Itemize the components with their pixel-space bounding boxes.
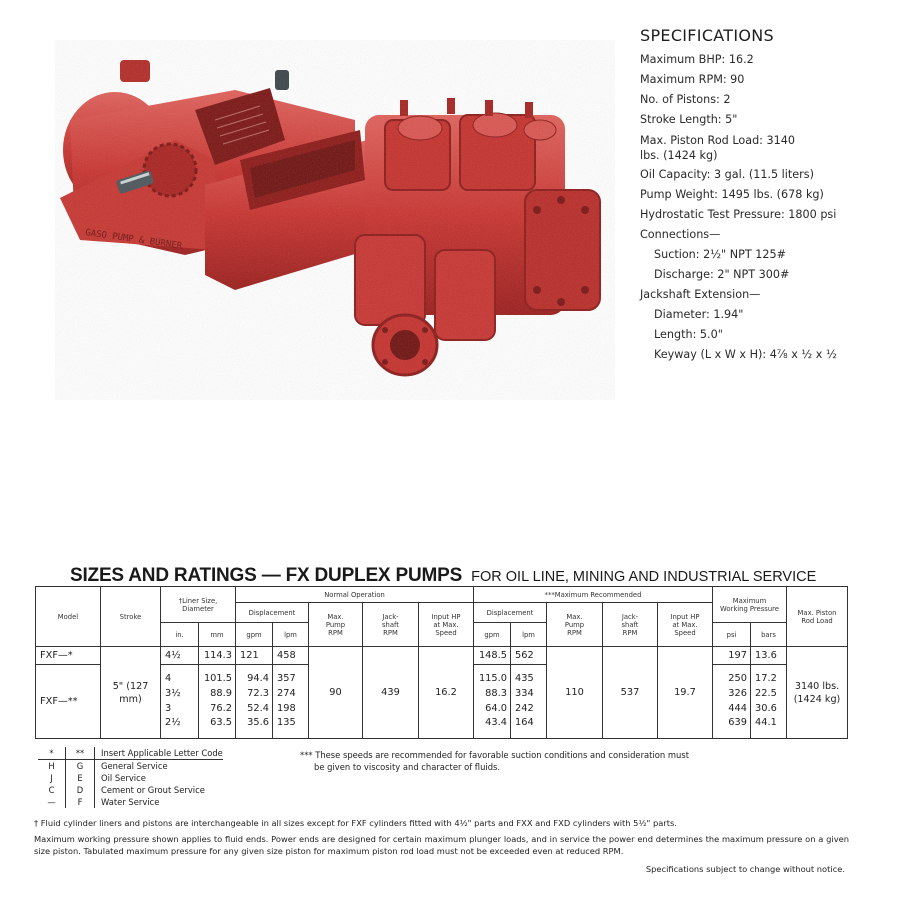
normal-lpm-value: 357: [277, 673, 296, 685]
letter-code-legend: [38, 747, 223, 808]
speeds-footnote: [300, 749, 720, 773]
table-title-main: SIZES AND RATINGS — FX DUPLEX PUMPS: [70, 565, 463, 586]
header-normal-lpm: lpm: [273, 623, 309, 647]
legend-code-double: G: [66, 760, 95, 773]
normal-lpm-cell: 458: [273, 647, 309, 665]
legend-row: [38, 796, 223, 808]
header-max-displacement: Displacement: [474, 603, 547, 623]
normal-lpm-value: 198: [277, 702, 296, 714]
disclaimer: Specifications subject to change without notice.: [645, 864, 845, 874]
header-bars: bars: [751, 623, 787, 647]
spec-num-pistons: No. of Pistons: 2: [640, 93, 731, 106]
sizes-ratings-table: [35, 586, 848, 739]
header-max-recommended: ***Maximum Recommended: [474, 587, 713, 603]
liner-mm-cell: 114.3: [199, 647, 236, 665]
table-title: [70, 565, 816, 587]
header-max-lpm: lpm: [511, 623, 547, 647]
max-jackshaft-rpm-cell: 537: [603, 647, 658, 739]
pressure-footnote: Maximum working pressure shown applies to fluid ends. Power ends are designed for certain maximum plunger loads, and in service the power end determines the maximum pressure on a given size piston. Tabulated maximum pressure for any given size piston for maximum piston rod load must not be exceeded even at reduced RPM.: [34, 834, 849, 856]
spec-suction: Suction: 2½" NPT 125#: [654, 248, 786, 261]
legend-code-double: F: [66, 796, 95, 808]
liner-in-stack: [161, 665, 199, 739]
normal-gpm-value: 35.6: [247, 717, 269, 729]
speeds-note-line1: *** These speeds are recommended for favorable suction conditions and consideration must: [300, 750, 689, 760]
bars-value: 30.6: [755, 702, 777, 714]
header-normal-gpm: gpm: [236, 623, 273, 647]
legend-code-double: D: [66, 784, 95, 796]
normal-gpm-stack: [236, 665, 273, 739]
legend-service: Oil Service: [101, 773, 146, 783]
legend-header-double: **: [66, 747, 95, 760]
legend-service: Water Service: [101, 797, 160, 807]
header-stroke: Stroke: [101, 587, 161, 647]
legend-code-single: —: [47, 797, 56, 807]
psi-value: 250: [728, 673, 747, 685]
header-normal-displacement: Displacement: [236, 603, 309, 623]
bars-stack: [751, 665, 787, 739]
header-max-input-hp: Input HP at Max. Speed: [658, 603, 713, 647]
normal-lpm-stack: [273, 665, 309, 739]
spec-jackshaft-diameter: Diameter: 1.94": [654, 308, 744, 321]
legend-header-label: Insert Applicable Letter Code: [95, 747, 223, 760]
liner-footnote: † Fluid cylinder liners and pistons are interchangeable in all sizes except for FXF cylinders fitted with 4½" parts and FXX and FXD cylinders with 5½" parts.: [34, 818, 677, 828]
legend-row: [38, 784, 223, 796]
header-liner: †Liner Size, Diameter: [161, 587, 236, 623]
normal-lpm-value: 274: [277, 687, 296, 699]
max-lpm-value: 242: [515, 702, 534, 714]
legend-code-single: C: [48, 785, 55, 795]
header-liner-in: in.: [161, 623, 199, 647]
normal-input-hp-cell: 16.2: [419, 647, 474, 739]
normal-pump-rpm-cell: 90: [309, 647, 363, 739]
legend-header-single: *: [38, 747, 66, 760]
liner-in-cell: 4½: [161, 647, 199, 665]
normal-lpm-value: 135: [277, 717, 296, 729]
rod-load-cell: [787, 647, 848, 739]
liner-in-value: 4: [165, 673, 172, 685]
max-lpm-value: 164: [515, 717, 534, 729]
spec-keyway: Keyway (L x W x H): 4⅞ x ½ x ½: [654, 348, 837, 361]
spec-max-rpm: Maximum RPM: 90: [640, 73, 745, 86]
legend-service: General Service: [101, 761, 168, 771]
max-input-hp-cell: 19.7: [658, 647, 713, 739]
stroke-value: 5" (127 mm): [112, 680, 149, 705]
liner-mm-value: 101.5: [203, 673, 232, 685]
spec-discharge: Discharge: 2" NPT 300#: [654, 268, 790, 281]
liner-mm-value: 88.9: [210, 687, 232, 699]
header-max-working-pressure: Maximum Working Pressure: [713, 587, 787, 623]
max-gpm-stack: [474, 665, 511, 739]
bars-value: 22.5: [755, 687, 777, 699]
psi-value: 639: [728, 717, 747, 729]
bars-cell: 13.6: [751, 647, 787, 665]
psi-value: 326: [728, 687, 747, 699]
header-normal-input-hp: Input HP at Max. Speed: [419, 603, 474, 647]
spec-max-rod-load: Max. Piston Rod Load: 3140 lbs. (1424 kg): [640, 134, 795, 162]
spec-oil-capacity: Oil Capacity: 3 gal. (11.5 liters): [640, 168, 814, 181]
legend-row: [38, 760, 223, 773]
spec-stroke-length: Stroke Length: 5": [640, 113, 738, 126]
max-gpm-value: 64.0: [485, 702, 507, 714]
header-psi: psi: [713, 623, 751, 647]
max-lpm-value: 435: [515, 673, 534, 685]
legend-code-single: H: [48, 761, 55, 771]
max-lpm-stack: [511, 665, 547, 739]
psi-value: 444: [728, 702, 747, 714]
header-rod-load: Max. Piston Rod Load: [787, 587, 848, 647]
liner-mm-value: 76.2: [210, 702, 232, 714]
header-model: Model: [36, 587, 101, 647]
model-cell: FXF—*: [36, 647, 101, 665]
spec-jackshaft-heading: Jackshaft Extension—: [640, 288, 761, 301]
spec-hydrostatic-test: Hydrostatic Test Pressure: 1800 psi: [640, 208, 837, 221]
normal-gpm-cell: 121: [236, 647, 273, 665]
header-normal-operation: Normal Operation: [236, 587, 474, 603]
specifications-title: SPECIFICATIONS: [640, 26, 775, 45]
table-row: [36, 647, 848, 665]
max-lpm-cell: 562: [511, 647, 547, 665]
normal-jackshaft-rpm-cell: 439: [363, 647, 419, 739]
legend-code-double: E: [66, 772, 95, 784]
specifications-panel: [640, 25, 890, 365]
model-cell: FXF—**: [36, 665, 101, 739]
normal-gpm-value: 72.3: [247, 687, 269, 699]
liner-mm-value: 63.5: [210, 717, 232, 729]
normal-gpm-value: 94.4: [247, 673, 269, 685]
header-liner-mm: mm: [199, 623, 236, 647]
spec-connections-heading: Connections—: [640, 228, 721, 241]
legend-code-single: J: [50, 773, 53, 783]
legend-row: [38, 772, 223, 784]
header-max-jackshaft-rpm: Jack-shaft RPM: [603, 603, 658, 647]
liner-in-value: 3: [165, 702, 172, 714]
max-gpm-value: 88.3: [485, 687, 507, 699]
psi-stack: [713, 665, 751, 739]
bars-value: 44.1: [755, 717, 777, 729]
max-gpm-value: 43.4: [485, 717, 507, 729]
pump-illustration: [55, 40, 615, 400]
normal-gpm-value: 52.4: [247, 702, 269, 714]
speeds-note-line2: be given to viscosity and character of fluids.: [314, 762, 501, 772]
max-lpm-value: 334: [515, 687, 534, 699]
liner-mm-stack: [199, 665, 236, 739]
spec-max-bhp: Maximum BHP: 16.2: [640, 53, 754, 66]
max-pump-rpm-cell: 110: [547, 647, 603, 739]
header-normal-jackshaft-rpm: Jack-shaft RPM: [363, 603, 419, 647]
header-max-pump-rpm: Max. Pump RPM: [547, 603, 603, 647]
max-gpm-value: 115.0: [478, 673, 507, 685]
bars-value: 17.2: [755, 673, 777, 685]
legend-service: Cement or Grout Service: [101, 785, 205, 795]
liner-in-value: 2½: [165, 717, 181, 729]
psi-cell: 197: [713, 647, 751, 665]
header-normal-pump-rpm: Max. Pump RPM: [309, 603, 363, 647]
liner-in-value: 3½: [165, 687, 181, 699]
spec-jackshaft-length: Length: 5.0": [654, 328, 723, 341]
rod-load-value: 3140 lbs. (1424 kg): [793, 680, 841, 705]
stroke-cell: [101, 647, 161, 739]
spec-pump-weight: Pump Weight: 1495 lbs. (678 kg): [640, 188, 824, 201]
header-max-gpm: gpm: [474, 623, 511, 647]
max-gpm-cell: 148.5: [474, 647, 511, 665]
table-title-sub: FOR OIL LINE, MINING AND INDUSTRIAL SERVICE: [471, 569, 817, 585]
